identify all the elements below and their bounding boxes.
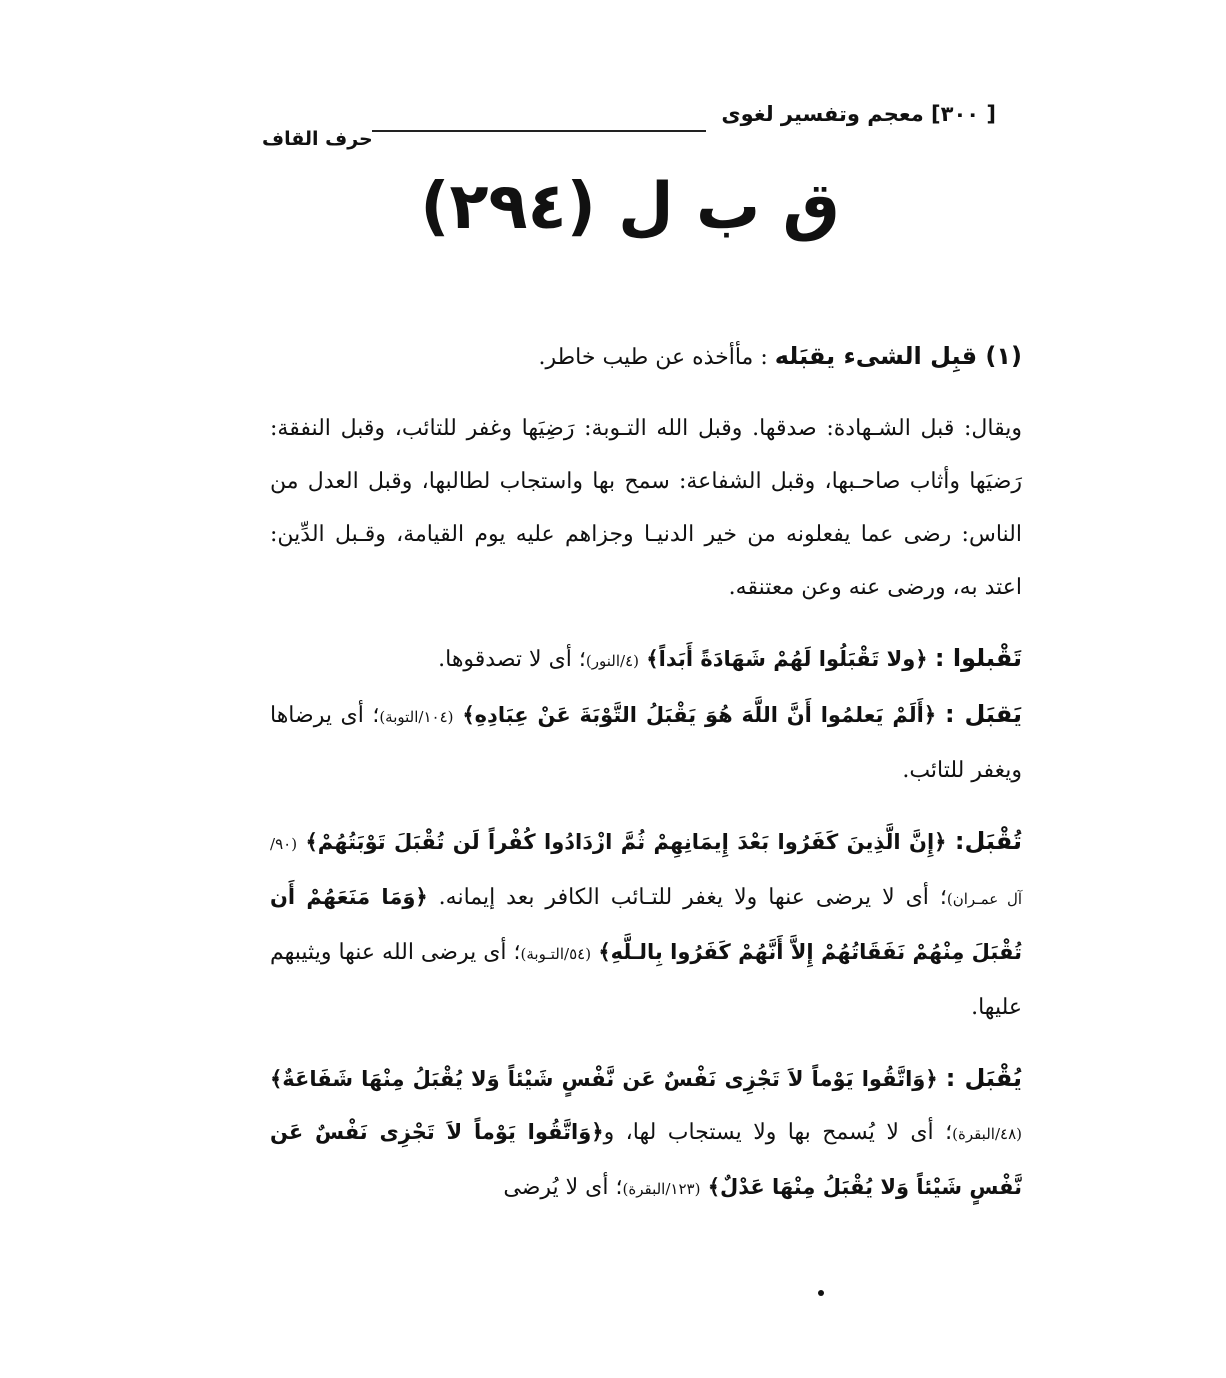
root-title: ق ب ل (٢٩٤) — [420, 170, 840, 244]
entry-taqbalu — [270, 632, 1022, 688]
spacer — [270, 384, 1022, 402]
verse-reference: (٤/النور) — [585, 652, 639, 670]
quran-verse: ﴿أَلَمْ يَعلمُوا أَنَّ اللَّهَ هُوَ يَقْبَلُ التَّوْبَةَ عَنْ عِبَادِهِ﴾ — [453, 703, 946, 727]
spacer — [270, 1034, 1022, 1052]
verse-reference: (١٢٣/البقرة) — [622, 1180, 701, 1198]
lemma: يُقْبَل : — [945, 1064, 1023, 1092]
running-title: [ ٣٠٠] معجم وتفسير لغوى — [721, 102, 996, 126]
verse-reference: (٤٨/البقرة) — [952, 1125, 1022, 1143]
explanation: ؛ أى يرضى الله عنها ويثيبهم عليها. — [270, 940, 1022, 1020]
verse-reference: (٥٤/التـوبة) — [520, 945, 592, 963]
quran-verse: ﴿ولا تَقْبَلُوا لَهُمْ شَهَادَةً أَبَداً﴾ — [639, 647, 935, 671]
lemma: تُقْبَل: — [954, 827, 1022, 855]
quran-verse: ﴿إِنَّ الَّذِينَ كَفَرُوا بَعْدَ إِيمَانِهِمْ ثُمَّ ازْدَادُوا كُفْراً لَن تُقْبَلَ تَوْبَتُهُمْ﴾ — [297, 830, 955, 854]
explanation: ؛ أى لا يرضى عنها ولا يغفر للتـائب الكافر بعد إيمانه. — [438, 885, 947, 910]
header-rule — [372, 130, 706, 132]
entry-definition — [270, 330, 1022, 384]
explanation: ؛ أى لا تصدقوها. — [438, 647, 586, 672]
entry-tuqbal — [270, 815, 1022, 1034]
entry-usage-paragraph — [270, 402, 1022, 614]
lemma: يَقبَل : — [945, 700, 1022, 728]
lemma: (١) قبِل الشىء يقبَله — [774, 342, 1022, 370]
explanation: ؛ أى يرضاها ويغفر للتائب. — [270, 703, 1022, 783]
quran-verse: ﴿وَاتَّقُوا يَوْماً لاَ تَجْزِى نَفْسٌ عَن نَّفْسٍ شَيْئاً وَلا يُقْبَلُ مِنْهَا عَدْلٌ﴾ — [270, 1120, 1022, 1199]
quran-verse: ﴿وَاتَّقُوا يَوْماً لاَ تَجْزِى نَفْسٌ عَن نَّفْسٍ شَيْئاً وَلا يُقْبَلُ مِنْهَا شَفَاعَةٌ﴾ — [270, 1067, 946, 1091]
verse-reference: (٩٠/آل عمـران) — [270, 835, 1023, 908]
explanation: ؛ أى لا يُسمح بها ولا يستجاب لها، و — [603, 1120, 953, 1145]
lemma: تَقْبلوا : — [934, 644, 1022, 672]
spacer — [270, 614, 1022, 632]
usage-text: ويقال: قبل الشـهادة: صدقها. وقبل الله التـوبة: رَضِيَها وغفر للتائب، وقبل النفقة: رَضيَها وأثاب صاحـبها، وقبل الشفاعة: سمح بها واستجاب لطالبها، وقبل العدل من الناس: رضى عما يفعلونه من خير الدنيـا وجزاهم عليه يوم القيامة، وقـبل الدِّين: اعتد به، ورضى عنه وعن معتنقه. — [270, 416, 1023, 600]
page-header — [262, 102, 996, 152]
explanation: ؛ أى لا يُرضى — [503, 1175, 623, 1200]
section-label: حرف القاف — [262, 128, 373, 150]
ink-dot — [818, 1290, 824, 1296]
entry-body — [270, 330, 1022, 1216]
definition-text: : مأأخذه عن طيب خاطر. — [538, 345, 775, 370]
spacer — [270, 797, 1022, 815]
entry-yuqbal — [270, 1052, 1022, 1216]
quran-verse: ﴿وَمَا مَنَعَهُمْ أَن تُقْبَلَ مِنْهُمْ نَفَقَاتُهُمْ إِلاَّ أَنَّهُمْ كَفَرُوا بِالـلَّهِ﴾ — [270, 885, 1022, 964]
entry-yaqbal — [270, 688, 1022, 797]
verse-reference: (١٠٤/التوبة) — [379, 708, 454, 726]
